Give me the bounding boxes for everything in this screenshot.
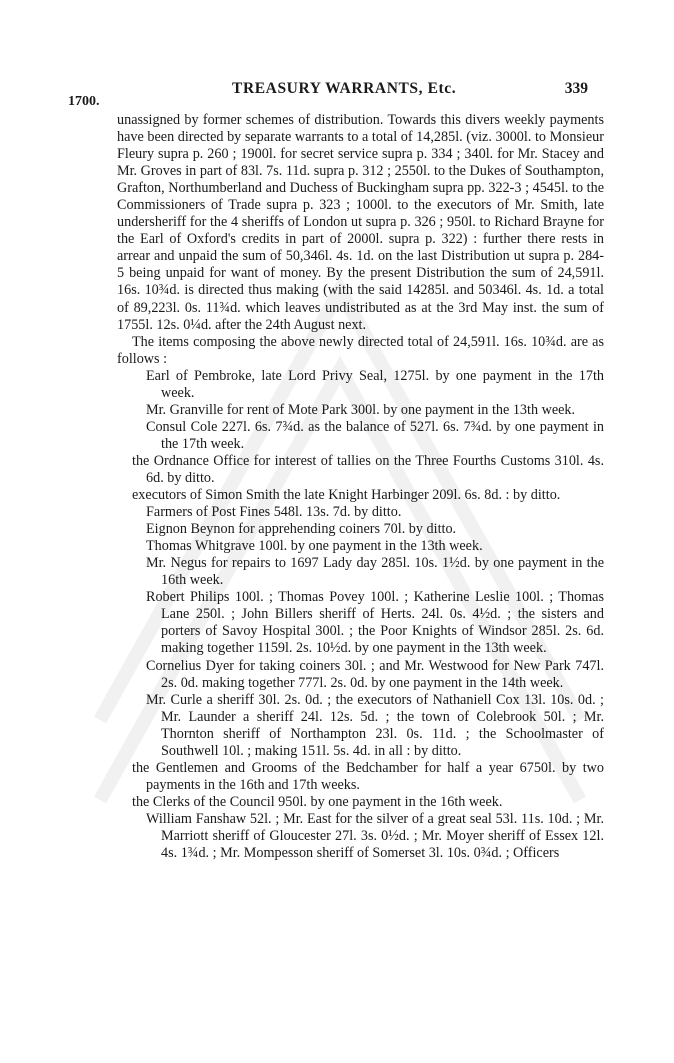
list-item: Mr. Curle a sheriff 30l. 2s. 0d. ; the executors of Nathaniell Cox 13l. 10s. 0d. ; Mr. Launder a sheriff 24l. 12s. 5d. ; the town of Colebrook 50l. ; Mr. Thornton sheriff of Northampton 23l. 0s. 11d. ; the Schoolmaster of Southwell 10l. ; making 151l. 5s. 4d. in all : by ditto.: [146, 691, 604, 759]
list-item: Cornelius Dyer for taking coiners 30l. ; and Mr. Westwood for New Park 747l. 2s. 0d. making together 777l. 2s. 0d. by one payment in the 14th week.: [146, 657, 604, 691]
list-item: the Gentlemen and Grooms of the Bedchamber for half a year 6750l. by two payments in the 16th and 17th weeks.: [132, 759, 604, 793]
list-item: Mr. Granville for rent of Mote Park 300l. by one payment in the 13th week.: [146, 401, 576, 418]
margin-year: 1700.: [68, 94, 100, 109]
paragraph-distribution: unassigned by former schemes of distribution. Towards this divers weekly payments have been directed by separate warrants to a total of 14,285l. (viz. 3000l. to Monsieur Fleury supra p. 260 ; 1900l. for secret service supra p. 334 ; 340l. for Mr. Stacey and Mr. Groves in part of 83l. 7s. 11d. supra p. 312 ; 2550l. to the Dukes of Southampton, Grafton, Northumberland and Duchess of Buckingham supra pp. 322-3 ; 4545l. to the Commissioners of Trade supra p. 323 ; 1000l. to the executors of Mr. Smith, late undersheriff for the 4 sheriffs of London ut supra p. 326 ; 950l. to Richard Brayne for the Earl of Oxford's credits in part of 2000l. supra p. 322) : further there rests in arrear and unpaid the sum of 50,346l. 4s. 1d. on the last Distribution ut supra p. 284-5 being unpaid for want of money. By the present Distribution the sum of 24,591l. 16s. 10¾d. is directed thus making (with the said 14285l. and 50346l. 4s. 1d. a total of 89,223l. 0s. 11¾d. which leaves undistributed as at the 3rd May inst. the sum of 1755l. 12s. 0¼d. after the 24th August next.: [117, 112, 604, 333]
list-item: the Clerks of the Council 950l. by one payment in the 16th week.: [132, 793, 503, 810]
list-item: executors of Simon Smith the late Knight Harbinger 209l. 6s. 8d. : by ditto.: [132, 487, 561, 504]
list-item: Consul Cole 227l. 6s. 7¾d. as the balance of 527l. 6s. 7¾d. by one payment in the 17th week.: [146, 418, 604, 452]
list-item: Mr. Negus for repairs to 1697 Lady day 285l. 10s. 1½d. by one payment in the 16th week.: [146, 555, 604, 589]
list-item: Earl of Pembroke, late Lord Privy Seal, 1275l. by one payment in the 17th week.: [146, 367, 604, 401]
paragraph-items-intro: The items composing the above newly directed total of 24,591l. 16s. 10¾d. are as follows :: [117, 333, 604, 367]
list-item: Robert Philips 100l. ; Thomas Povey 100l. ; Katherine Leslie 100l. ; Thomas Lane 250l. ; John Billers sheriff of Herts. 24l. 0s. 4½d. ; the sisters and porters of Savoy Hospital 300l. ; the Poor Knights of Windsor 285l. 2s. 6d. making together 1159l. 2s. 10½d. by one payment in the 13th week.: [146, 589, 604, 657]
list-item: William Fanshaw 52l. ; Mr. East for the silver of a great seal 53l. 11s. 10d. ; Mr. Marriott sheriff of Gloucester 27l. 3s. 0½d. ; Mr. Moyer sheriff of Essex 12l. 4s. 1¾d. ; Mr. Mompesson sheriff of Somerset 3l. 10s. 0¾d. ; Officers: [146, 810, 604, 862]
document-body: [117, 112, 604, 862]
list-item: Eignon Beynon for apprehending coiners 70l. by ditto.: [146, 521, 457, 538]
running-title: TREASURY WARRANTS, Etc.: [232, 80, 457, 97]
list-item: Thomas Whitgrave 100l. by one payment in the 13th week.: [146, 538, 483, 555]
payment-items-list: [117, 368, 604, 862]
list-item: Farmers of Post Fines 548l. 13s. 7d. by ditto.: [146, 504, 402, 521]
page-header: [0, 80, 674, 102]
list-item: the Ordnance Office for interest of tallies on the Three Fourths Customs 310l. 4s. 6d. by ditto.: [132, 452, 604, 486]
page-number: 339: [564, 80, 588, 97]
